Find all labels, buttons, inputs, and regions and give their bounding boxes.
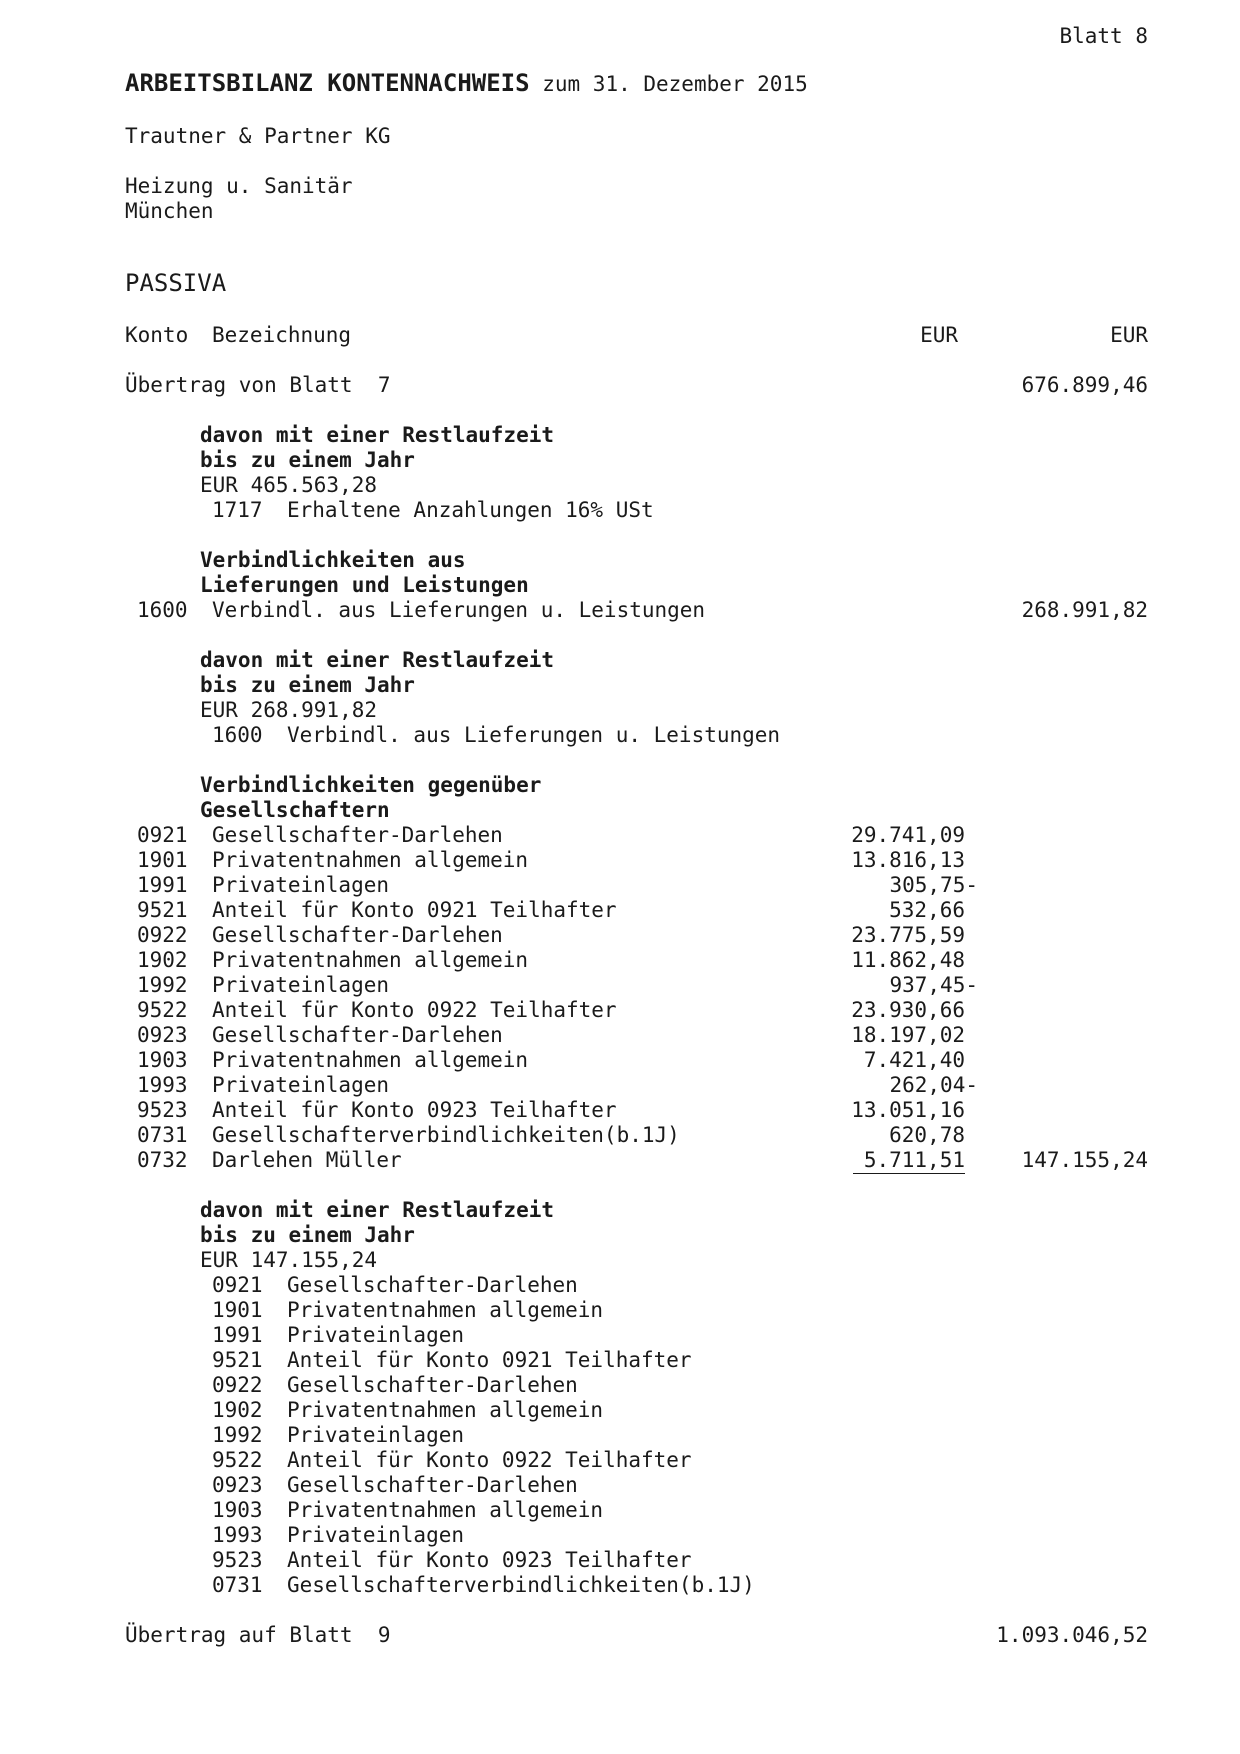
table-row-text: Gesellschafter-Darlehen bbox=[212, 923, 503, 947]
group-lul-row-total: 268.991,82 bbox=[1021, 598, 1148, 622]
table-row-amount: 262,04- bbox=[889, 1073, 978, 1097]
block1-item-text: Erhaltene Anzahlungen 16% USt bbox=[287, 498, 654, 522]
block2-item-text: Verbindl. aus Lieferungen u. Leistungen bbox=[287, 723, 781, 747]
block2-amount: EUR 268.991,82 bbox=[200, 698, 378, 722]
block2-heading-1: davon mit einer Restlaufzeit bbox=[200, 648, 555, 672]
block2-item-konto: 1600 bbox=[212, 723, 263, 747]
table-row-amount: 13.816,13 bbox=[851, 848, 965, 872]
table-row-text: Gesellschafter-Darlehen bbox=[212, 1023, 503, 1047]
list-item-text: Gesellschafter-Darlehen bbox=[287, 1373, 578, 1397]
table-row-amount: 532,66 bbox=[889, 898, 965, 922]
group-ges-heading-1: Verbindlichkeiten gegenüber bbox=[200, 773, 542, 797]
table-row-text: Privatentnahmen allgemein bbox=[212, 848, 529, 872]
list-item-text: Privatentnahmen allgemein bbox=[287, 1398, 604, 1422]
list-item-text: Privatentnahmen allgemein bbox=[287, 1498, 604, 1522]
list-item-text: Anteil für Konto 0923 Teilhafter bbox=[287, 1548, 692, 1572]
column-header-bezeichnung: Bezeichnung bbox=[212, 323, 352, 347]
block2-heading-2: bis zu einem Jahr bbox=[200, 673, 415, 697]
table-row-konto: 0921 bbox=[137, 823, 188, 847]
company-line-2: München bbox=[125, 199, 214, 223]
group-lul-row-konto: 1600 bbox=[137, 598, 188, 622]
table-row-amount: 937,45- bbox=[889, 973, 978, 997]
list-item-konto: 1902 bbox=[212, 1398, 263, 1422]
list-item-konto: 1901 bbox=[212, 1298, 263, 1322]
table-row-amount: 11.862,48 bbox=[851, 948, 965, 972]
list-item-konto: 1992 bbox=[212, 1423, 263, 1447]
column-header-eur-2: EUR bbox=[1110, 323, 1148, 347]
table-row-amount-underlined: 5.711,51 bbox=[853, 1148, 965, 1174]
group-ges-heading-2: Gesellschaftern bbox=[200, 798, 390, 822]
table-row-amount: 620,78 bbox=[889, 1123, 965, 1147]
table-row-konto: 0731 bbox=[137, 1123, 188, 1147]
list-item-text: Privateinlagen bbox=[287, 1323, 465, 1347]
list-item-text: Anteil für Konto 0921 Teilhafter bbox=[287, 1348, 692, 1372]
list-item-text: Privatentnahmen allgemein bbox=[287, 1298, 604, 1322]
table-row-konto: 1992 bbox=[137, 973, 188, 997]
list-item-konto: 9522 bbox=[212, 1448, 263, 1472]
table-row-text: Darlehen Müller bbox=[212, 1148, 402, 1172]
list-item-konto: 1903 bbox=[212, 1498, 263, 1522]
table-row-konto: 9522 bbox=[137, 998, 188, 1022]
table-row-text: Gesellschafter-Darlehen bbox=[212, 823, 503, 847]
table-row-amount: 23.930,66 bbox=[851, 998, 965, 1022]
table-row-text: Privateinlagen bbox=[212, 873, 390, 897]
table-row-konto: 1993 bbox=[137, 1073, 188, 1097]
block1-heading-2: bis zu einem Jahr bbox=[200, 448, 415, 472]
table-row-konto: 9521 bbox=[137, 898, 188, 922]
sheet-number: Blatt 8 bbox=[1059, 24, 1148, 48]
list-item-konto: 9523 bbox=[212, 1548, 263, 1572]
column-header-eur-1: EUR bbox=[920, 323, 958, 347]
section-title: PASSIVA bbox=[125, 269, 227, 297]
table-row-amount: 23.775,59 bbox=[851, 923, 965, 947]
table-row-amount: 13.051,16 bbox=[851, 1098, 965, 1122]
page-title bbox=[125, 71, 808, 97]
list-item-konto: 1991 bbox=[212, 1323, 263, 1347]
group-lul-heading-2: Lieferungen und Leistungen bbox=[200, 573, 529, 597]
group-ges-total: 147.155,24 bbox=[1021, 1148, 1148, 1172]
block1-item-konto: 1717 bbox=[212, 498, 263, 522]
list-item-konto: 1993 bbox=[212, 1523, 263, 1547]
table-row-amount: 29.741,09 bbox=[851, 823, 965, 847]
list-item-konto: 9521 bbox=[212, 1348, 263, 1372]
table-row-text: Anteil für Konto 0921 Teilhafter bbox=[212, 898, 617, 922]
table-row-konto: 0922 bbox=[137, 923, 188, 947]
carry-out-label: Übertrag auf Blatt 9 bbox=[125, 1623, 391, 1647]
table-row-amount: 7.421,40 bbox=[863, 1048, 965, 1072]
table-row-konto: 1901 bbox=[137, 848, 188, 872]
group-lul-heading-1: Verbindlichkeiten aus bbox=[200, 548, 466, 572]
table-row-konto: 1991 bbox=[137, 873, 188, 897]
list-item-konto: 0923 bbox=[212, 1473, 263, 1497]
table-row-konto: 1902 bbox=[137, 948, 188, 972]
table-row-text: Privateinlagen bbox=[212, 973, 390, 997]
list-item-text: Gesellschafter-Darlehen bbox=[287, 1473, 578, 1497]
block3-heading-2: bis zu einem Jahr bbox=[200, 1223, 415, 1247]
table-row-text: Privateinlagen bbox=[212, 1073, 390, 1097]
list-item-text: Privateinlagen bbox=[287, 1523, 465, 1547]
block3-amount: EUR 147.155,24 bbox=[200, 1248, 378, 1272]
block1-amount: EUR 465.563,28 bbox=[200, 473, 378, 497]
title-text: ARBEITSBILANZ KONTENNACHWEIS bbox=[125, 69, 530, 97]
list-item-konto: 0922 bbox=[212, 1373, 263, 1397]
table-row-text: Anteil für Konto 0922 Teilhafter bbox=[212, 998, 617, 1022]
table-row-text: Anteil für Konto 0923 Teilhafter bbox=[212, 1098, 617, 1122]
table-row-konto: 0923 bbox=[137, 1023, 188, 1047]
table-row-konto: 0732 bbox=[137, 1148, 188, 1172]
table-row-konto: 9523 bbox=[137, 1098, 188, 1122]
column-header-konto: Konto bbox=[125, 323, 189, 347]
company-name: Trautner & Partner KG bbox=[125, 124, 391, 148]
table-row-amount: 18.197,02 bbox=[851, 1023, 965, 1047]
list-item-text: Privateinlagen bbox=[287, 1423, 465, 1447]
carry-out-amount: 1.093.046,52 bbox=[996, 1623, 1148, 1647]
carry-in-amount: 676.899,46 bbox=[1021, 373, 1148, 397]
list-item-konto: 0921 bbox=[212, 1273, 263, 1297]
block3-heading-1: davon mit einer Restlaufzeit bbox=[200, 1198, 555, 1222]
carry-in-label: Übertrag von Blatt 7 bbox=[125, 373, 391, 397]
list-item-text: Gesellschafterverbindlichkeiten(b.1J) bbox=[287, 1573, 755, 1597]
table-row-text: Privatentnahmen allgemein bbox=[212, 948, 529, 972]
block1-heading-1: davon mit einer Restlaufzeit bbox=[200, 423, 555, 447]
table-row-amount: 305,75- bbox=[889, 873, 978, 897]
table-row-konto: 1903 bbox=[137, 1048, 188, 1072]
table-row-text: Privatentnahmen allgemein bbox=[212, 1048, 529, 1072]
company-line-1: Heizung u. Sanitär bbox=[125, 174, 353, 198]
list-item-text: Gesellschafter-Darlehen bbox=[287, 1273, 578, 1297]
title-date: zum 31. Dezember 2015 bbox=[542, 72, 808, 96]
list-item-konto: 0731 bbox=[212, 1573, 263, 1597]
table-row-text: Gesellschafterverbindlichkeiten(b.1J) bbox=[212, 1123, 680, 1147]
list-item-text: Anteil für Konto 0922 Teilhafter bbox=[287, 1448, 692, 1472]
group-lul-row-text: Verbindl. aus Lieferungen u. Leistungen bbox=[212, 598, 706, 622]
